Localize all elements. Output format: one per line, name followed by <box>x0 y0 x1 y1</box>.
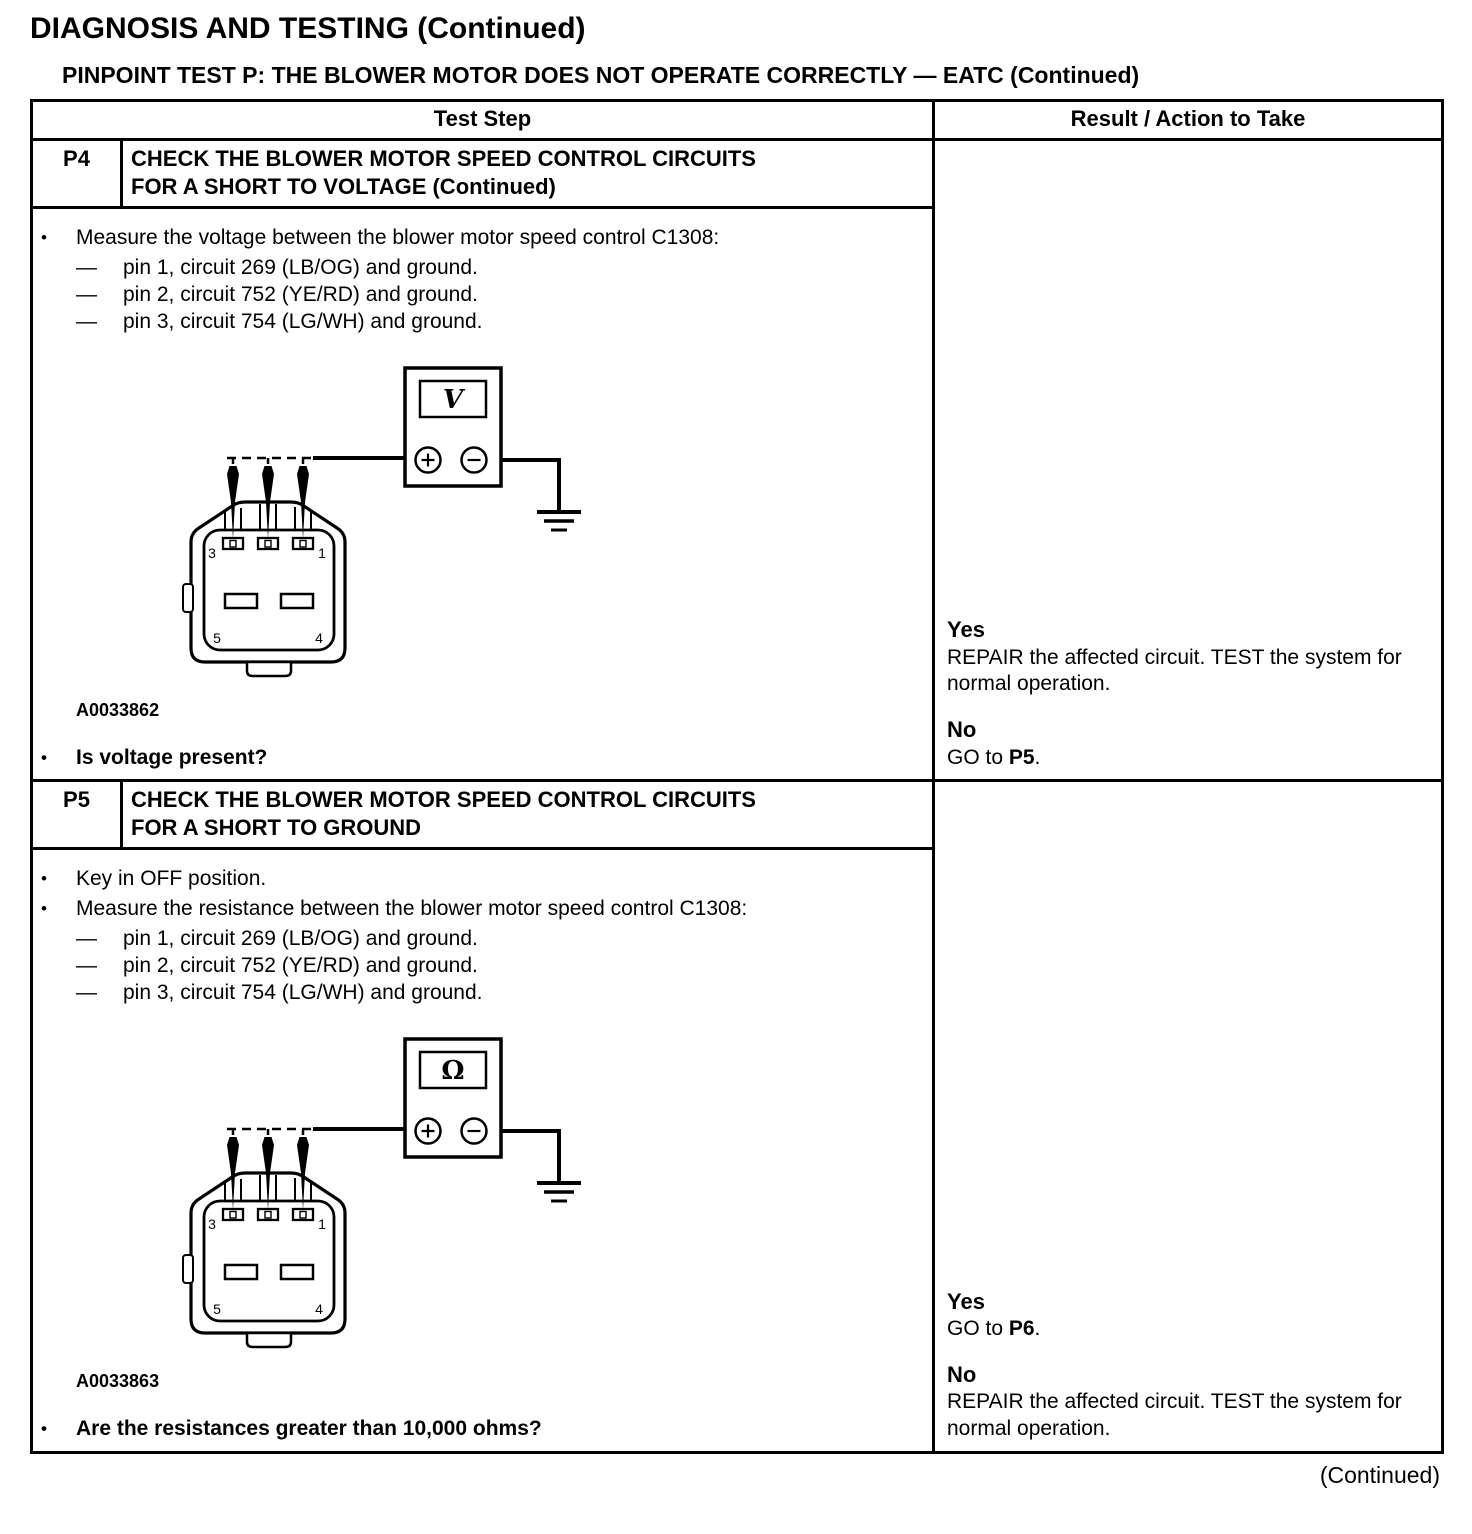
dash-icon: — <box>76 927 97 951</box>
page-title: DIAGNOSIS AND TESTING (Continued) <box>30 12 586 45</box>
sub-item: — pin 3, circuit 754 (LG/WH) and ground. <box>76 309 932 336</box>
dash-icon: — <box>76 954 97 977</box>
step-p5-body <box>33 850 932 1450</box>
figure-label: A0033862 <box>76 699 160 720</box>
pin-label-1: 1 <box>318 544 326 561</box>
continued-note: (Continued) <box>1319 1461 1440 1488</box>
ohmmeter-test-figure <box>177 1033 932 1369</box>
step-p5-test-cell <box>33 782 935 1450</box>
pin-label-3: 3 <box>208 1215 216 1232</box>
sub-item: — pin 2, circuit 752 (YE/RD) and ground. <box>76 282 932 309</box>
meter-box <box>405 1039 501 1157</box>
step-question: • Are the resistances greater than 10,000 ohms? <box>41 1416 932 1443</box>
instruction-bullet: • Key in OFF position. <box>41 866 932 893</box>
instruction-bullet: • Measure the voltage between the blower motor speed control C1308: <box>41 225 932 252</box>
meter-ground-wire <box>501 460 559 512</box>
pin-label-1: 1 <box>318 1215 326 1232</box>
dash-icon: — <box>76 282 97 306</box>
dash-icon: — <box>76 980 97 1004</box>
column-header-result-action: Result / Action to Take <box>1070 106 1306 131</box>
sub-item: — pin 2, circuit 752 (YE/RD) and ground. <box>76 953 932 980</box>
step-p5-result-cell <box>935 782 1441 1450</box>
step-row-p5 <box>33 779 1441 1450</box>
sub-item: — pin 1, circuit 269 (LB/OG) and ground. <box>76 926 932 953</box>
result-yes: Yes GO to P6. <box>947 1288 1041 1340</box>
connector-voltmeter-diagram <box>177 362 587 692</box>
result-no: No GO to P5. <box>947 717 1041 769</box>
step-p5-title-band <box>33 782 932 850</box>
result-yes: Yes REPAIR the affected circuit. TEST the system for normal operation. <box>947 617 1402 696</box>
connector-body <box>183 1173 345 1347</box>
step-id: P5 <box>33 782 123 847</box>
ohmmeter-symbol: Ω <box>441 1055 465 1086</box>
pin-label-4: 4 <box>315 1300 323 1317</box>
pin-label-5: 5 <box>213 1300 221 1317</box>
sub-item: — pin 3, circuit 754 (LG/WH) and ground. <box>76 980 932 1007</box>
dash-icon: — <box>76 309 97 333</box>
voltmeter-test-figure <box>177 362 932 698</box>
pin-label-4: 4 <box>315 629 323 646</box>
bullet-icon: • <box>41 1418 47 1438</box>
probe-leads-dashed <box>227 458 313 466</box>
step-p4-body <box>33 209 932 779</box>
pinpoint-test-subtitle: PINPOINT TEST P: THE BLOWER MOTOR DOES NOT OPERATE CORRECTLY — EATC (Continued) <box>62 62 1140 88</box>
ground-symbol-icon <box>537 1183 581 1201</box>
pin-label-3: 3 <box>208 544 216 561</box>
step-question: • Is voltage present? <box>41 745 932 772</box>
pinpoint-test-table <box>30 99 1444 1454</box>
bullet-icon: • <box>41 228 47 247</box>
ground-symbol-icon <box>537 512 581 530</box>
result-no: No REPAIR the affected circuit. TEST the system for normal operation. <box>947 1361 1402 1440</box>
bullet-icon: • <box>41 869 47 889</box>
step-title: CHECK THE BLOWER MOTOR SPEED CONTROL CIRCUITS FOR A SHORT TO VOLTAGE (Continued) <box>131 146 756 199</box>
voltmeter-symbol: V <box>442 384 464 415</box>
pin-label-5: 5 <box>213 629 221 646</box>
table-header-row <box>33 102 1441 141</box>
step-p4-test-cell <box>33 141 935 779</box>
connector-body <box>183 502 345 676</box>
figure-label: A0033863 <box>76 1370 160 1391</box>
column-header-test-step: Test Step <box>33 102 935 138</box>
step-id: P4 <box>33 141 123 206</box>
step-title: CHECK THE BLOWER MOTOR SPEED CONTROL CIRCUITS FOR A SHORT TO GROUND <box>131 787 756 840</box>
meter-ground-wire <box>501 1131 559 1183</box>
instruction-bullet: • Measure the resistance between the blower motor speed control C1308: <box>41 896 932 923</box>
connector-ohmmeter-diagram <box>177 1033 587 1363</box>
bullet-icon: • <box>41 899 47 919</box>
step-p4-result-cell <box>935 141 1441 779</box>
dash-icon: — <box>76 255 97 279</box>
probe-leads-dashed <box>227 1129 313 1137</box>
step-p4-title-band <box>33 141 932 209</box>
sub-item: — pin 1, circuit 269 (LB/OG) and ground. <box>76 255 932 282</box>
step-row-p4 <box>33 141 1441 779</box>
meter-box <box>405 368 501 486</box>
bullet-icon: • <box>41 747 47 767</box>
